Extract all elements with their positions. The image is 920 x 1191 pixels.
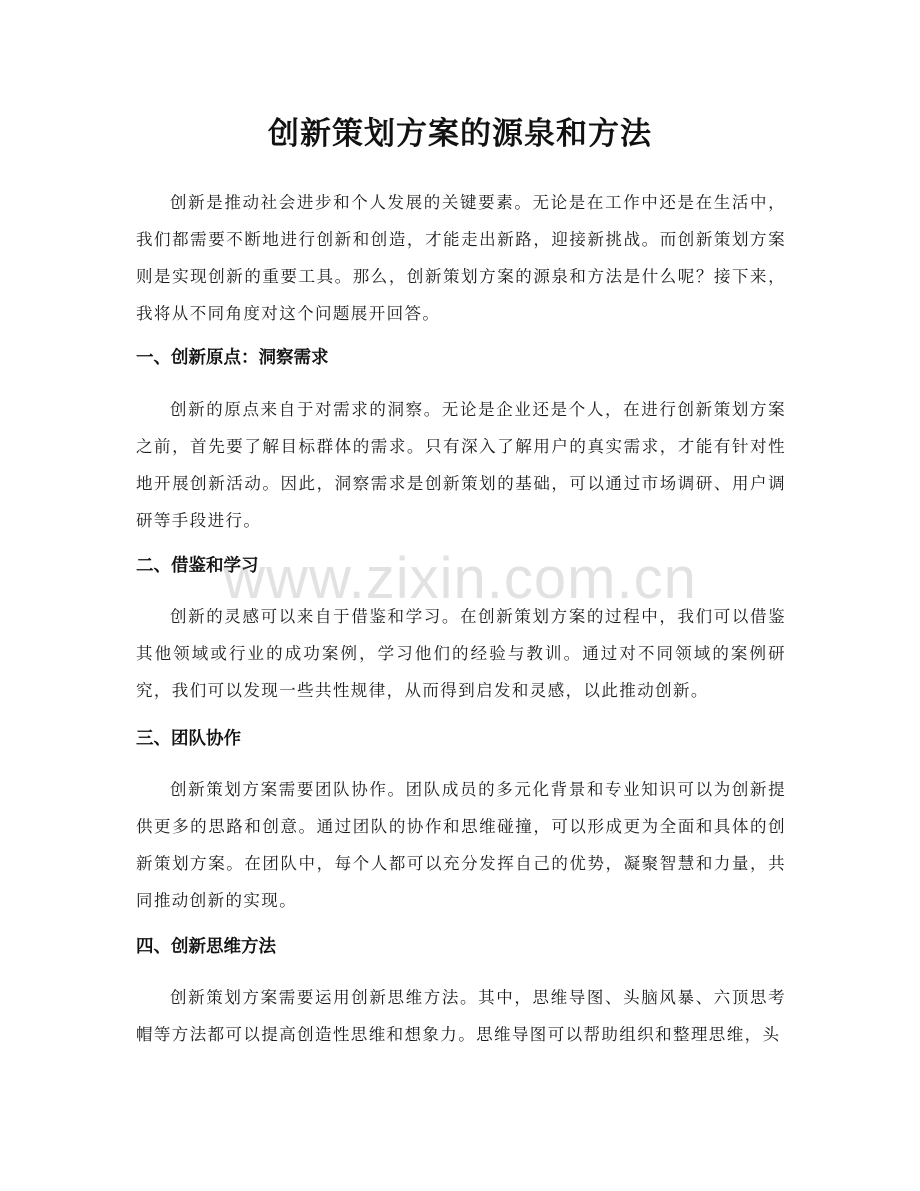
section-body-2: 创新的灵感可以来自于借鉴和学习。在创新策划方案的过程中，我们可以借鉴其他领域或行业的成功案例，学习他们的经验与教训。通过对不同领域的案例研究，我们可以发现一些共性规律，从而得到启发和灵感，以此推动创新。 bbox=[136, 607, 786, 700]
section-heading-1: 一、创新原点：洞察需求 bbox=[136, 348, 329, 368]
section-body-3: 创新策划方案需要团队协作。团队成员的多元化背景和专业知识可以为创新提供更多的思路和创意。通过团队的协作和思维碰撞，可以形成更为全面和具体的创新策划方案。在团队中，每个人都可以充分发挥自己的优势，凝聚智慧和力量，共同推动创新的实现。 bbox=[136, 780, 786, 910]
section-heading-2: 二、借鉴和学习 bbox=[136, 556, 259, 576]
document-title: 创新策划方案的源泉和方法 bbox=[268, 116, 652, 152]
section-body-4: 创新策划方案需要运用创新思维方法。其中，思维导图、头脑风暴、六顶思考帽等方法都可以提高创造性思维和想象力。思维导图可以帮助组织和整理思维，头 bbox=[136, 988, 786, 1044]
watermark: www.zixin.com.cn bbox=[223, 546, 697, 611]
section-heading-3: 三、团队协作 bbox=[136, 729, 241, 749]
intro-paragraph: 创新是推动社会进步和个人发展的关键要素。无论是在工作中还是在生活中，我们都需要不断地进行创新和创造，才能走出新路，迎接新挑战。而创新策划方案则是实现创新的重要工具。那么，创新策划方案的源泉和方法是什么呢？接下来，我将从不同角度对这个问题展开回答。 bbox=[136, 193, 786, 323]
section-heading-4: 四、创新思维方法 bbox=[136, 937, 276, 957]
section-body-1: 创新的原点来自于对需求的洞察。无论是企业还是个人，在进行创新策划方案之前，首先要了解目标群体的需求。只有深入了解用户的真实需求，才能有针对性地开展创新活动。因此，洞察需求是创新策划的基础，可以通过市场调研、用户调研等手段进行。 bbox=[136, 400, 786, 530]
